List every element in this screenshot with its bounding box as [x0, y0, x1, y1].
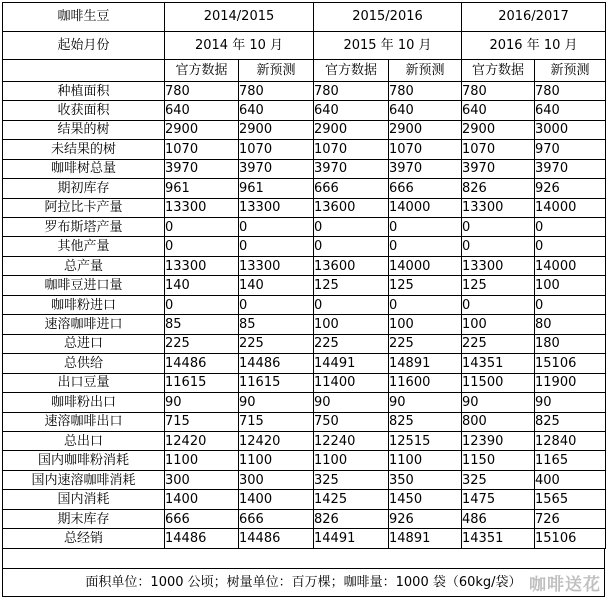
value-cell: 14351 [462, 354, 535, 373]
value-cell: 750 [314, 412, 389, 431]
table-row [3, 393, 606, 412]
value-cell: 225 [462, 334, 535, 353]
table-row [3, 334, 606, 353]
value-cell: 2900 [462, 120, 535, 139]
start-month-value: 2016 年 10 月 [462, 31, 606, 60]
value-cell: 666 [165, 509, 239, 528]
value-cell: 0 [462, 218, 535, 237]
start-month-label: 起始月份 [3, 31, 165, 60]
value-cell: 0 [462, 237, 535, 256]
value-cell: 3970 [314, 159, 389, 178]
table-row [3, 198, 606, 217]
value-cell: 666 [239, 509, 314, 528]
value-cell: 780 [535, 81, 606, 100]
watermark: 咖啡送花 [529, 575, 601, 595]
value-cell: 125 [389, 276, 462, 295]
row-label: 种植面积 [3, 81, 165, 100]
value-cell: 13300 [165, 256, 239, 275]
year-header: 2014/2015 [165, 3, 314, 32]
value-cell: 100 [314, 315, 389, 334]
row-label: 期末库存 [3, 509, 165, 528]
value-cell: 1070 [462, 140, 535, 159]
value-cell: 0 [389, 237, 462, 256]
blank-row [2, 549, 605, 568]
row-label: 其他产量 [3, 237, 165, 256]
value-cell: 2900 [165, 120, 239, 139]
value-cell: 780 [239, 81, 314, 100]
value-cell: 0 [314, 295, 389, 314]
year-header: 2015/2016 [314, 3, 462, 32]
col-official-header: 官方数据 [165, 60, 239, 82]
value-cell: 140 [165, 276, 239, 295]
value-cell: 1165 [535, 451, 606, 470]
value-cell: 0 [314, 218, 389, 237]
value-cell: 325 [462, 470, 535, 489]
value-cell: 11900 [535, 373, 606, 392]
value-cell: 3970 [535, 159, 606, 178]
value-cell: 1100 [389, 451, 462, 470]
value-cell: 2900 [314, 120, 389, 139]
table-row [3, 120, 606, 139]
row-label: 阿拉比卡产量 [3, 198, 165, 217]
start-month-value: 2014 年 10 月 [165, 31, 314, 60]
value-cell: 13600 [314, 256, 389, 275]
value-cell: 1100 [314, 451, 389, 470]
value-cell: 80 [535, 315, 606, 334]
table-row [3, 451, 606, 470]
value-cell: 640 [535, 101, 606, 120]
value-cell: 85 [239, 315, 314, 334]
table-row [3, 432, 606, 451]
value-cell: 11500 [462, 373, 535, 392]
value-cell: 666 [314, 179, 389, 198]
col-forecast-header: 新预测 [535, 60, 606, 82]
value-cell: 970 [535, 140, 606, 159]
row-label: 罗布斯塔产量 [3, 218, 165, 237]
value-cell: 12420 [239, 432, 314, 451]
value-cell: 90 [535, 393, 606, 412]
value-cell: 1070 [165, 140, 239, 159]
units-note: 面积单位：1000 公顷；树量单位：百万棵；咖啡量：1000 袋（60kg/袋） [85, 575, 522, 590]
value-cell: 640 [239, 101, 314, 120]
value-cell: 180 [535, 334, 606, 353]
row-label: 总经销 [3, 529, 165, 549]
table-row [3, 81, 606, 100]
value-cell: 85 [165, 315, 239, 334]
value-cell: 3970 [462, 159, 535, 178]
value-cell: 666 [389, 179, 462, 198]
value-cell: 300 [239, 470, 314, 489]
value-cell: 825 [389, 412, 462, 431]
value-cell: 0 [165, 295, 239, 314]
row-label: 咖啡树总量 [3, 159, 165, 178]
coffee-balance-table [2, 2, 606, 549]
value-cell: 15106 [535, 529, 606, 549]
value-cell: 780 [314, 81, 389, 100]
value-cell: 726 [535, 509, 606, 528]
value-cell: 715 [239, 412, 314, 431]
value-cell: 14491 [314, 529, 389, 549]
year-header: 2016/2017 [462, 3, 606, 32]
value-cell: 14000 [535, 198, 606, 217]
row-label: 总供给 [3, 354, 165, 373]
value-cell: 1475 [462, 490, 535, 509]
row-label: 结果的树 [3, 120, 165, 139]
start-month-value: 2015 年 10 月 [314, 31, 462, 60]
row-label: 国内咖啡粉消耗 [3, 451, 165, 470]
value-cell: 640 [462, 101, 535, 120]
value-cell: 13300 [462, 256, 535, 275]
units-footer [2, 568, 605, 597]
value-cell: 14351 [462, 529, 535, 549]
value-cell: 90 [239, 393, 314, 412]
value-cell: 90 [462, 393, 535, 412]
value-cell: 640 [389, 101, 462, 120]
value-cell: 0 [462, 295, 535, 314]
value-cell: 3970 [389, 159, 462, 178]
value-cell: 1565 [535, 490, 606, 509]
value-cell: 0 [165, 218, 239, 237]
value-cell: 1070 [239, 140, 314, 159]
value-cell: 0 [239, 218, 314, 237]
value-cell: 14486 [239, 529, 314, 549]
value-cell: 90 [314, 393, 389, 412]
table-row [3, 529, 606, 549]
table-row [3, 490, 606, 509]
row-label: 期初库存 [3, 179, 165, 198]
value-cell: 926 [389, 509, 462, 528]
row-label: 总进口 [3, 334, 165, 353]
value-cell: 400 [535, 470, 606, 489]
table-row [3, 470, 606, 489]
value-cell: 0 [314, 237, 389, 256]
value-cell: 300 [165, 470, 239, 489]
value-cell: 1070 [389, 140, 462, 159]
value-cell: 780 [389, 81, 462, 100]
value-cell: 1425 [314, 490, 389, 509]
value-cell: 14486 [165, 354, 239, 373]
value-cell: 13300 [462, 198, 535, 217]
value-cell: 12420 [165, 432, 239, 451]
value-cell: 780 [165, 81, 239, 100]
value-cell: 13600 [314, 198, 389, 217]
value-cell: 961 [165, 179, 239, 198]
value-cell: 0 [239, 295, 314, 314]
value-cell: 825 [535, 412, 606, 431]
value-cell: 0 [389, 295, 462, 314]
value-cell: 0 [389, 218, 462, 237]
table-row [3, 276, 606, 295]
value-cell: 0 [239, 237, 314, 256]
value-cell: 3970 [165, 159, 239, 178]
value-cell: 90 [165, 393, 239, 412]
value-cell: 1100 [239, 451, 314, 470]
value-cell: 640 [314, 101, 389, 120]
value-cell: 12240 [314, 432, 389, 451]
value-cell: 15106 [535, 354, 606, 373]
value-cell: 100 [535, 276, 606, 295]
value-cell: 140 [239, 276, 314, 295]
table-row [3, 295, 606, 314]
row-label: 速溶咖啡出口 [3, 412, 165, 431]
col-forecast-header: 新预测 [389, 60, 462, 82]
table-row [3, 179, 606, 198]
value-cell: 486 [462, 509, 535, 528]
value-cell: 11400 [314, 373, 389, 392]
value-cell: 14000 [389, 256, 462, 275]
value-cell: 12390 [462, 432, 535, 451]
value-cell: 11600 [389, 373, 462, 392]
value-cell: 1150 [462, 451, 535, 470]
value-cell: 926 [535, 179, 606, 198]
row-label: 未结果的树 [3, 140, 165, 159]
value-cell: 1450 [389, 490, 462, 509]
value-cell: 0 [535, 295, 606, 314]
value-cell: 14000 [535, 256, 606, 275]
table-row [3, 256, 606, 275]
table-row [3, 315, 606, 334]
value-cell: 0 [535, 237, 606, 256]
value-cell: 11615 [239, 373, 314, 392]
value-cell: 225 [314, 334, 389, 353]
table-row [3, 237, 606, 256]
value-cell: 125 [314, 276, 389, 295]
value-cell: 12840 [535, 432, 606, 451]
value-cell: 125 [462, 276, 535, 295]
row-label: 总产量 [3, 256, 165, 275]
value-cell: 640 [165, 101, 239, 120]
row-label: 收获面积 [3, 101, 165, 120]
row-label: 咖啡豆进口量 [3, 276, 165, 295]
value-cell: 961 [239, 179, 314, 198]
table-row [3, 354, 606, 373]
table-row [3, 101, 606, 120]
row-label: 咖啡粉出口 [3, 393, 165, 412]
value-cell: 3970 [239, 159, 314, 178]
header-row-start-month [3, 31, 606, 60]
value-cell: 14891 [389, 354, 462, 373]
value-cell: 1070 [314, 140, 389, 159]
col-official-header: 官方数据 [462, 60, 535, 82]
value-cell: 0 [535, 218, 606, 237]
value-cell: 14891 [389, 529, 462, 549]
value-cell: 1400 [239, 490, 314, 509]
value-cell: 100 [462, 315, 535, 334]
value-cell: 100 [389, 315, 462, 334]
value-cell: 13300 [239, 198, 314, 217]
value-cell: 800 [462, 412, 535, 431]
value-cell: 12515 [389, 432, 462, 451]
col-official-header: 官方数据 [314, 60, 389, 82]
value-cell: 14491 [314, 354, 389, 373]
row-label: 咖啡粉进口 [3, 295, 165, 314]
row-label: 速溶咖啡进口 [3, 315, 165, 334]
row-label: 总出口 [3, 432, 165, 451]
corner-title: 咖啡生豆 [3, 3, 165, 32]
value-cell: 11615 [165, 373, 239, 392]
value-cell: 0 [165, 237, 239, 256]
row-label: 国内速溶咖啡消耗 [3, 470, 165, 489]
value-cell: 13300 [239, 256, 314, 275]
value-cell: 2900 [239, 120, 314, 139]
value-cell: 780 [462, 81, 535, 100]
col-forecast-header: 新预测 [239, 60, 314, 82]
value-cell: 325 [314, 470, 389, 489]
value-cell: 13300 [165, 198, 239, 217]
value-cell: 225 [239, 334, 314, 353]
table-row [3, 509, 606, 528]
value-cell: 826 [462, 179, 535, 198]
table-row [3, 373, 606, 392]
blank-cell [3, 60, 165, 82]
row-label: 国内消耗 [3, 490, 165, 509]
value-cell: 225 [389, 334, 462, 353]
table-row [3, 218, 606, 237]
table-row [3, 412, 606, 431]
value-cell: 14000 [389, 198, 462, 217]
header-row-years [3, 3, 606, 32]
table-row [3, 140, 606, 159]
value-cell: 826 [314, 509, 389, 528]
value-cell: 14486 [239, 354, 314, 373]
table-row [3, 159, 606, 178]
value-cell: 14486 [165, 529, 239, 549]
value-cell: 715 [165, 412, 239, 431]
header-row-columns [3, 60, 606, 82]
value-cell: 90 [389, 393, 462, 412]
row-label: 出口豆量 [3, 373, 165, 392]
value-cell: 3000 [535, 120, 606, 139]
value-cell: 350 [389, 470, 462, 489]
value-cell: 1100 [165, 451, 239, 470]
value-cell: 2900 [389, 120, 462, 139]
value-cell: 1400 [165, 490, 239, 509]
value-cell: 225 [165, 334, 239, 353]
